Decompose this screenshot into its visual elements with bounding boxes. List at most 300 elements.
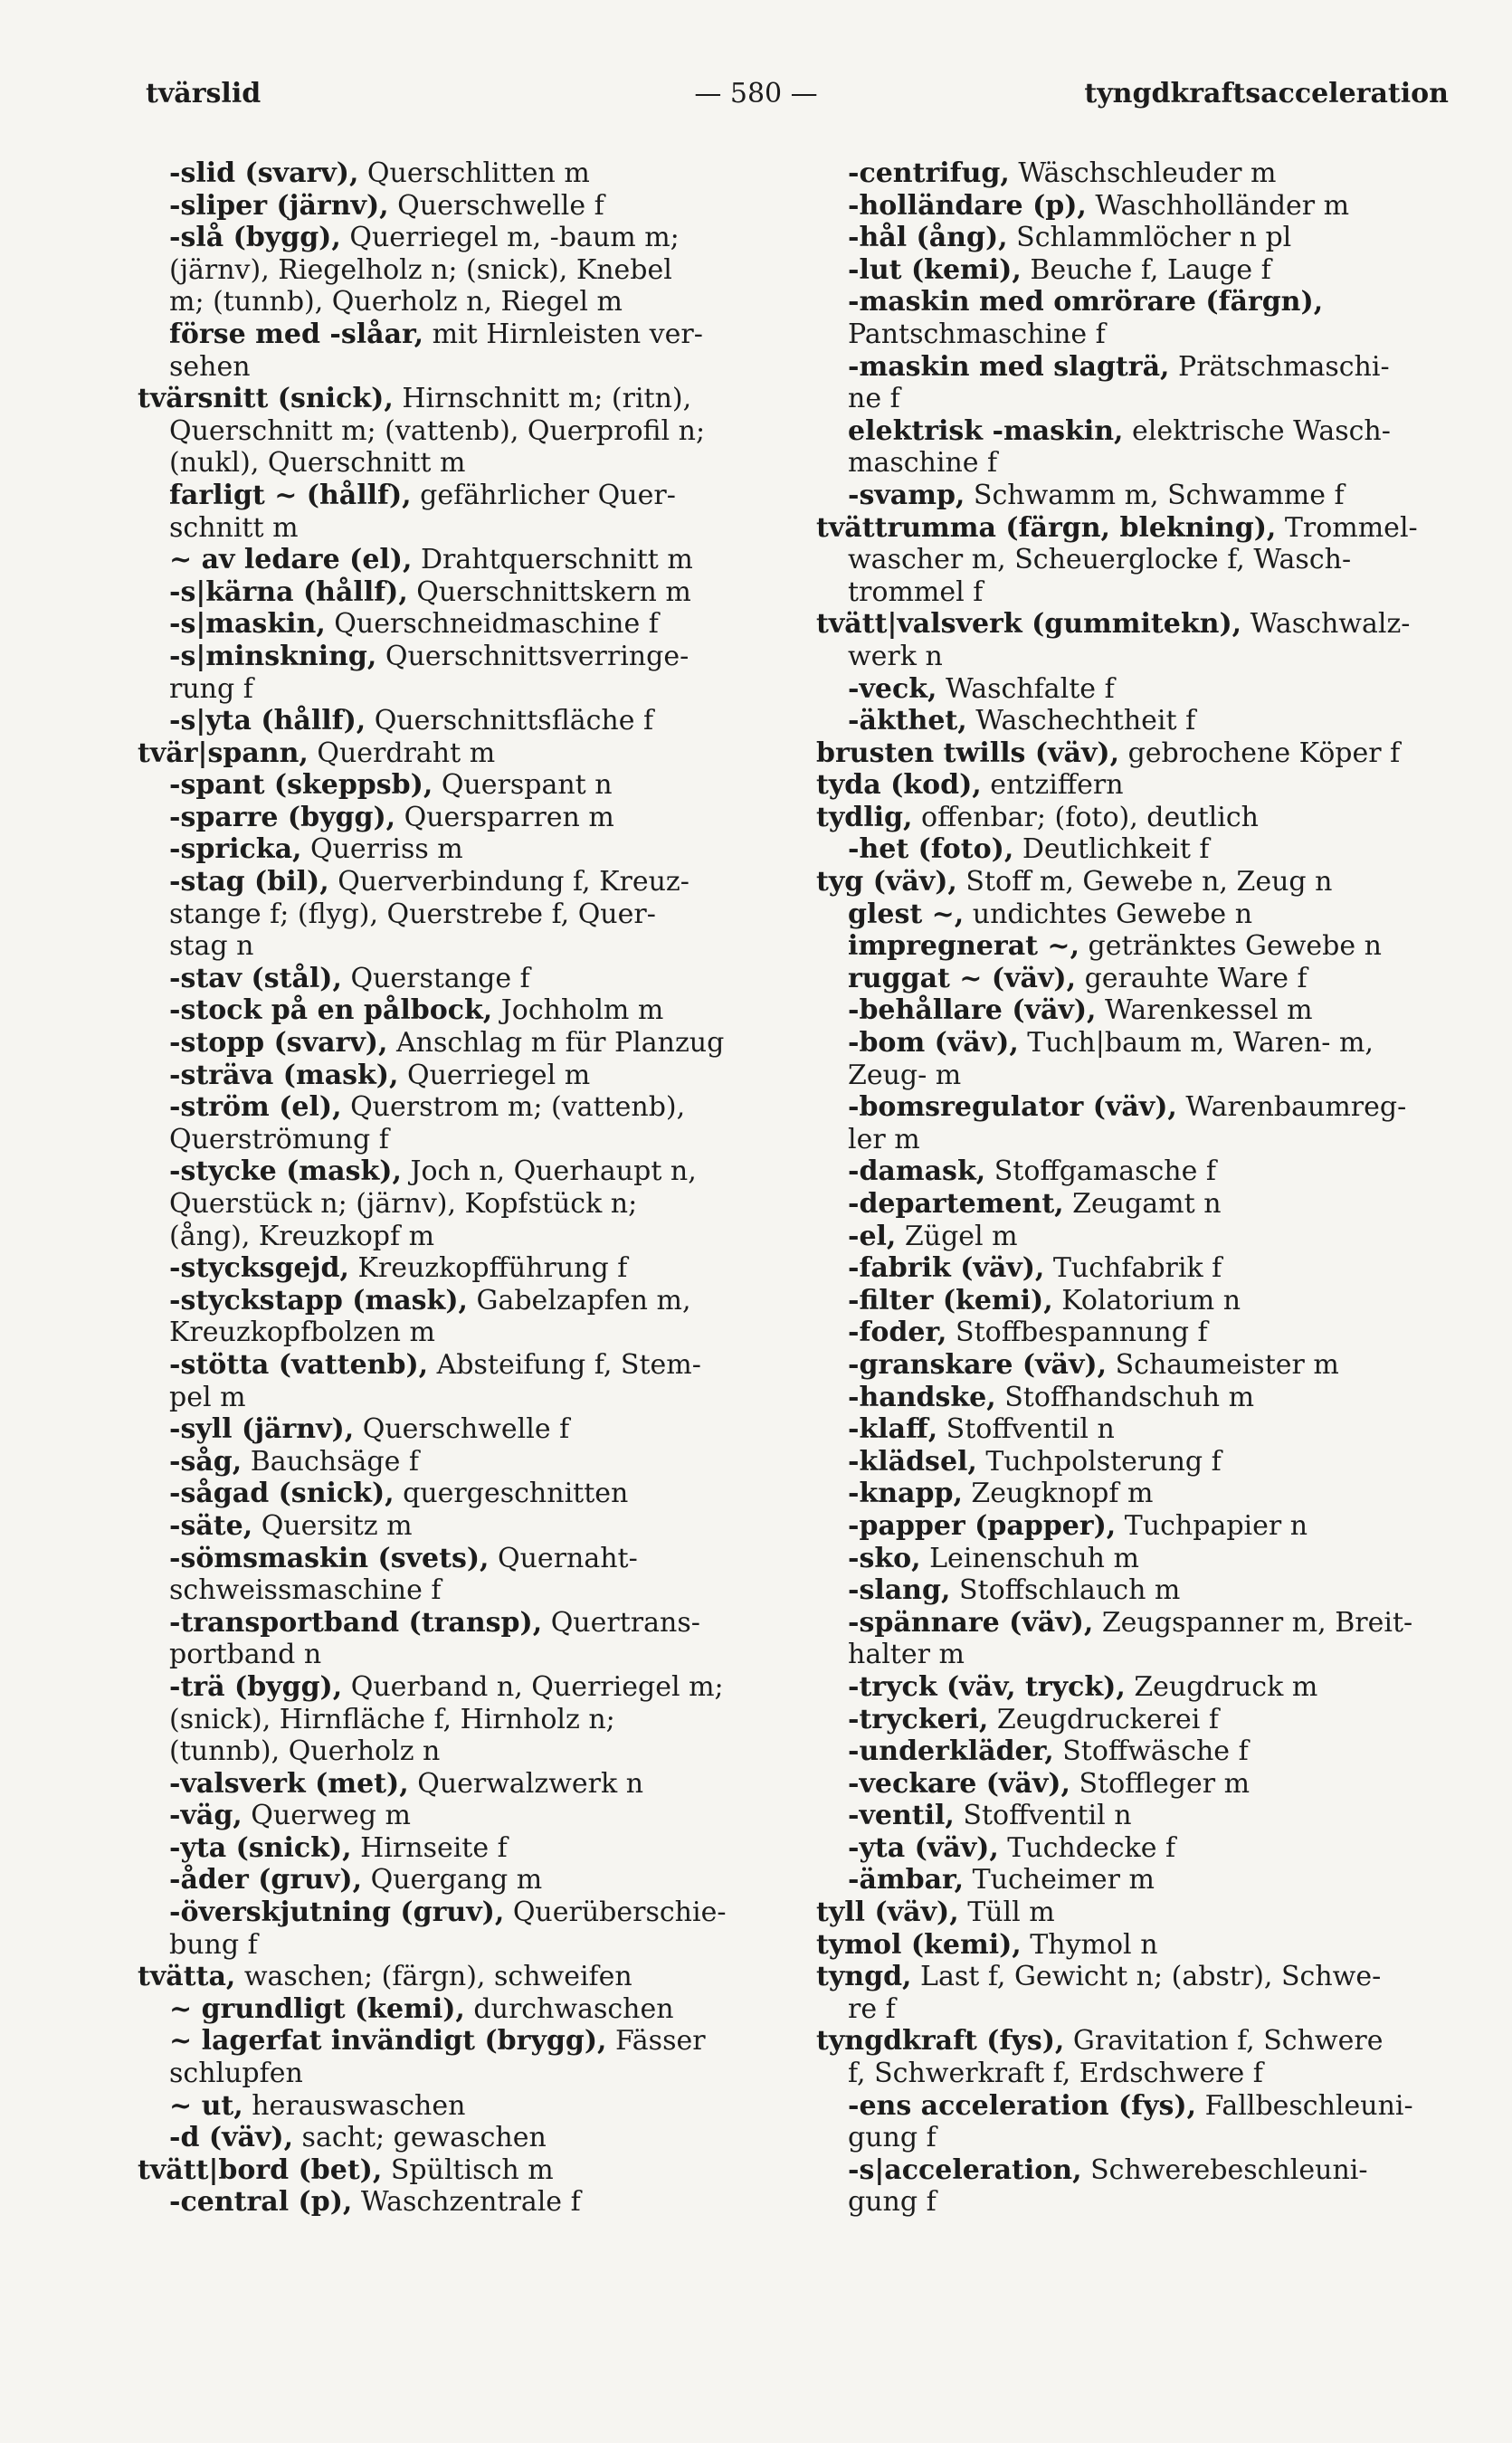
entry-translation: Absteifung f, Stem- (428, 1348, 701, 1381)
continuation-line (138, 1221, 771, 1253)
entry-term: tyngdkraft (fys), (816, 2025, 1065, 2058)
entry-translation: Querstrom m; (vattenb), (341, 1091, 686, 1124)
entry-translation: Drahtquerschnitt m (412, 544, 693, 576)
entry-translation: Schlammlöcher n pl (1007, 222, 1292, 254)
entry-term: brusten twills (väv), (816, 737, 1120, 769)
continuation-line (138, 1317, 771, 1349)
continuation-line (816, 447, 1450, 480)
entry-translation: Schaumeister m (1107, 1348, 1339, 1381)
subentry-line (816, 190, 1450, 223)
entry-translation: Deutlichkeit f (1013, 833, 1210, 866)
entry-translation: Gabelzapfen m, (467, 1284, 691, 1317)
entry-translation: re f (848, 1992, 896, 2025)
entry-translation: pel m (169, 1381, 246, 1413)
headword-entry-line (816, 1896, 1450, 1929)
subentry-line (816, 157, 1450, 190)
headword-entry-line (816, 802, 1450, 834)
header-left-guideword: tvärslid (146, 78, 262, 109)
headword-entry-line (816, 512, 1450, 545)
entry-translation: Stoffventil n (954, 1800, 1132, 1832)
entry-translation: Fässer (606, 2025, 706, 2058)
entry-translation: Quersitz m (252, 1509, 413, 1542)
subentry-line (138, 318, 771, 351)
continuation-line (138, 351, 771, 384)
subentry-line (816, 254, 1450, 287)
entry-translation: Stoffleger m (1070, 1767, 1250, 1800)
subentry-line (816, 1704, 1450, 1736)
entry-term: -såg, (169, 1445, 242, 1478)
entry-term: -äkthet, (848, 705, 967, 737)
continuation-line (816, 1060, 1450, 1092)
entry-term: -centrifug, (848, 157, 1010, 189)
continuation-line (138, 1382, 771, 1414)
entry-term: -sparre (bygg), (169, 801, 396, 833)
entry-term: ~ ut, (169, 2089, 243, 2122)
subentry-line (138, 190, 771, 223)
entry-translation: Querschnitt m; (vattenb), Querprofil n; (169, 414, 706, 447)
entry-translation: bung f (169, 1928, 258, 1961)
entry-translation: Wäschschleuder m (1009, 157, 1277, 189)
entry-translation: Stoffgamasche f (985, 1155, 1217, 1188)
entry-term: -säte, (169, 1509, 253, 1542)
entry-translation: (nukl), Querschnitt m (169, 447, 466, 480)
entry-term: -veckare (väv), (848, 1767, 1070, 1800)
entry-translation: Querriegel m (398, 1059, 591, 1091)
subentry-line (816, 1091, 1450, 1124)
entry-translation: ne f (848, 383, 900, 415)
subentry-line (138, 1671, 771, 1704)
continuation-line (816, 2186, 1450, 2219)
subentry-line (816, 1155, 1450, 1188)
entry-translation: Zeugdruckerei f (988, 1703, 1219, 1735)
subentry-line (138, 994, 771, 1027)
subentry-line (816, 1607, 1450, 1640)
continuation-line (138, 1188, 771, 1221)
entry-term: -ventil, (848, 1800, 955, 1832)
subentry-line (138, 1832, 771, 1865)
entry-term: tymol (kemi), (816, 1928, 1022, 1961)
entry-translation: Querweg m (242, 1800, 411, 1832)
entry-term: -departement, (848, 1188, 1064, 1220)
continuation-line (138, 898, 771, 931)
entry-translation: f, Schwerkraft f, Erdschwere f (848, 2058, 1263, 2090)
entry-term: -hål (ång), (848, 222, 1008, 254)
subentry-line (816, 351, 1450, 384)
subentry-line (138, 1285, 771, 1317)
entry-translation: Querriegel m, -baum m; (340, 222, 680, 254)
subentry-line (138, 1768, 771, 1801)
entry-translation: getränktes Gewebe n (1079, 930, 1382, 963)
entry-term: -yta (väv), (848, 1831, 999, 1864)
entry-term: -het (foto), (848, 833, 1014, 866)
entry-term: -sko, (848, 1542, 921, 1574)
entry-term: -foder, (848, 1317, 947, 1349)
subentry-line (138, 1091, 771, 1124)
entry-term: -ens acceleration (fys), (848, 2089, 1197, 2122)
continuation-line (138, 1124, 771, 1156)
subentry-line (816, 1382, 1450, 1414)
entry-translation: stag n (169, 930, 254, 963)
continuation-line (138, 1639, 771, 1671)
entry-term: -syll (järnv), (169, 1413, 355, 1446)
entry-translation: ler m (848, 1123, 920, 1155)
subentry-line (816, 1768, 1450, 1801)
headword-entry-line (816, 769, 1450, 802)
entry-translation: Quersparren m (395, 801, 614, 833)
entry-translation: Thymol n (1021, 1928, 1158, 1961)
entry-translation: Zeugknopf m (962, 1478, 1154, 1510)
subentry-line (138, 705, 771, 737)
headword-entry-line (138, 737, 771, 770)
headword-entry-line (138, 1961, 771, 1993)
entry-translation: Waschfalte f (937, 672, 1115, 705)
entry-translation: schweissmaschine f (169, 1574, 442, 1607)
entry-term: -holländare (p), (848, 189, 1087, 222)
entry-translation: Kolatorium n (1052, 1284, 1241, 1317)
entry-term: tvärsnitt (snick), (138, 383, 394, 415)
entry-term: farligt ~ (hållf), (169, 479, 412, 511)
entry-translation: Anschlag m für Planzug (387, 1027, 725, 1060)
page-number: — 580 — (694, 78, 818, 109)
continuation-line (816, 641, 1450, 673)
subentry-line (816, 1800, 1450, 1832)
entry-term: glest ~, (848, 898, 965, 930)
entry-translation: Last f, Gewicht n; (abstr), Schwe- (911, 1961, 1382, 1993)
subentry-line (816, 833, 1450, 866)
entry-translation: Tuchpapier n (1116, 1509, 1308, 1542)
subentry-line (138, 576, 771, 609)
continuation-line (138, 286, 771, 318)
entry-translation: offenbar; (foto), deutlich (912, 801, 1259, 833)
entry-term: förse med -slåar, (169, 318, 424, 350)
entry-term: tvätt|bord (bet), (138, 2153, 383, 2186)
subentry-line (138, 1155, 771, 1188)
entry-term: -s|maskin, (169, 608, 326, 641)
continuation-line (816, 544, 1450, 576)
entry-translation: sehen (169, 350, 251, 383)
subentry-line (138, 2122, 771, 2154)
headword-entry-line (816, 737, 1450, 770)
entry-term: -stopp (svarv), (169, 1027, 388, 1060)
entry-term: -handske, (848, 1381, 996, 1413)
continuation-line (138, 1929, 771, 1962)
continuation-line (138, 415, 771, 448)
entry-term: -stag (bil), (169, 866, 329, 898)
entry-translation: schlupfen (169, 2058, 303, 2090)
continuation-line (138, 512, 771, 545)
subentry-line (816, 1574, 1450, 1607)
entry-translation: Tucheimer m (964, 1864, 1155, 1896)
continuation-line (138, 2058, 771, 2090)
entry-translation: Querspant n (433, 769, 613, 802)
subentry-line (816, 930, 1450, 963)
entry-translation: Schwerebeschleuni- (1081, 2153, 1368, 2186)
entry-translation: Zügel m (896, 1220, 1018, 1252)
continuation-line (816, 1993, 1450, 2026)
entry-translation: Querschnittsfläche f (366, 705, 654, 737)
subentry-line (816, 1832, 1450, 1865)
entry-translation: stange f; (flyg), Querstrebe f, Quer- (169, 898, 656, 930)
entry-translation: trommel f (848, 575, 984, 608)
subentry-line (138, 833, 771, 866)
subentry-line (816, 1188, 1450, 1221)
entry-term: -svamp, (848, 479, 965, 511)
entry-term: -veck, (848, 672, 937, 705)
entry-translation: entziffern (981, 769, 1124, 802)
subentry-line (138, 641, 771, 673)
continuation-line (816, 383, 1450, 415)
entry-translation: Stoffwäsche f (1053, 1735, 1249, 1768)
entry-translation: Gravitation f, Schwere (1064, 2025, 1384, 2058)
entry-translation: Querwalzwerk n (408, 1767, 644, 1800)
entry-term: -s|yta (hållf), (169, 705, 366, 737)
entry-term: -damask, (848, 1155, 986, 1188)
entry-translation: Quernaht- (489, 1542, 638, 1574)
entry-translation: Kreuzkopfbolzen m (169, 1317, 435, 1349)
entry-translation: Querverbindung f, Kreuz- (328, 866, 689, 898)
entry-term: tyda (kod), (816, 769, 982, 802)
entry-translation: gefährlicher Quer- (411, 479, 676, 511)
entry-translation: Zeugspanner m, Breit- (1093, 1606, 1413, 1639)
headword-entry-line (816, 1929, 1450, 1962)
subentry-line (138, 802, 771, 834)
entry-term: elektrisk -maskin, (848, 414, 1124, 447)
entry-term: ~ lagerfat invändigt (brygg), (169, 2025, 607, 2058)
entry-translation: Waschwalz- (1241, 608, 1411, 641)
entry-translation: Prätschmaschi- (1169, 350, 1390, 383)
right-column (816, 157, 1450, 2219)
subentry-line (138, 1543, 771, 1575)
continuation-line (138, 1704, 771, 1736)
entry-translation: herauswaschen (242, 2089, 466, 2122)
entry-translation: Spültisch m (382, 2153, 554, 2186)
entry-term: tyll (väv), (816, 1896, 959, 1929)
entry-term: -filter (kemi), (848, 1284, 1053, 1317)
entry-translation: werk n (848, 640, 943, 672)
subentry-line (138, 544, 771, 576)
entry-translation: wascher m, Scheuerglocke f, Wasch- (848, 544, 1352, 576)
entry-term: -stock på en pålbock, (169, 994, 493, 1027)
subentry-line (816, 1221, 1450, 1253)
continuation-line (816, 318, 1450, 351)
subentry-line (816, 1349, 1450, 1382)
entry-translation: Tuchdecke f (998, 1831, 1176, 1864)
headword-entry-line (138, 2154, 771, 2187)
entry-term: -tryckeri, (848, 1703, 989, 1735)
entry-term: -bomsregulator (väv), (848, 1091, 1177, 1124)
subentry-line (816, 1510, 1450, 1543)
page-header (0, 76, 1512, 121)
continuation-line (138, 447, 771, 480)
entry-term: -sliper (järnv), (169, 189, 389, 222)
subentry-line (138, 2025, 771, 2058)
entry-term: -stycksgejd, (169, 1252, 349, 1285)
subentry-line (138, 1864, 771, 1896)
entry-translation: gung f (848, 2186, 937, 2219)
subentry-line (138, 1413, 771, 1446)
entry-term: tvär|spann, (138, 737, 309, 769)
entry-term: -underkläder, (848, 1735, 1054, 1768)
subentry-line (816, 415, 1450, 448)
entry-translation: Querschwelle f (354, 1413, 570, 1446)
entry-translation: portband n (169, 1639, 322, 1671)
entry-term: -spännare (väv), (848, 1606, 1094, 1639)
subentry-line (138, 1446, 771, 1478)
headword-entry-line (816, 1961, 1450, 1993)
entry-translation: Stoffbespannung f (946, 1317, 1208, 1349)
entry-translation: Querriss m (301, 833, 463, 866)
entry-translation: Waschzentrale f (352, 2186, 581, 2219)
continuation-line (138, 1735, 771, 1768)
entry-term: -central (p), (169, 2186, 353, 2219)
subentry-line (138, 1252, 771, 1285)
entry-translation: Querschnittsverringe- (376, 640, 689, 672)
entry-term: -spricka, (169, 833, 302, 866)
headword-entry-line (816, 608, 1450, 641)
subentry-line (138, 963, 771, 995)
headword-entry-line (816, 866, 1450, 898)
entry-term: -maskin med slagträ, (848, 350, 1170, 383)
continuation-line (138, 673, 771, 706)
entry-translation: Stoffventil n (937, 1413, 1115, 1446)
continuation-line (816, 576, 1450, 609)
entry-term: -behållare (väv), (848, 994, 1097, 1027)
entry-translation: Querüberschie- (504, 1896, 727, 1929)
entry-translation: Stoff m, Gewebe n, Zeug n (956, 866, 1333, 898)
subentry-line (816, 1864, 1450, 1896)
entry-term: -maskin med omrörare (färgn), (848, 286, 1324, 318)
entry-translation: schnitt m (169, 511, 299, 544)
subentry-line (138, 1800, 771, 1832)
entry-term: -trä (bygg), (169, 1670, 343, 1703)
entry-translation: quergeschnitten (394, 1478, 629, 1510)
subentry-line (138, 1478, 771, 1510)
entry-term: ruggat ~ (väv), (848, 962, 1077, 994)
entry-term: tvätt|valsverk (gummitekn), (816, 608, 1242, 641)
entry-translation: Kreuzkopfführung f (348, 1252, 628, 1285)
entry-translation: Stoffhandschuh m (995, 1381, 1255, 1413)
entry-translation: Trommel- (1276, 511, 1418, 544)
subentry-line (138, 1510, 771, 1543)
subentry-line (138, 866, 771, 898)
entry-translation: halter m (848, 1639, 965, 1671)
subentry-line (138, 1027, 771, 1060)
continuation-line (138, 930, 771, 963)
entry-term: -slid (svarv), (169, 157, 359, 189)
entry-term: tvättrumma (färgn, blekning), (816, 511, 1277, 544)
entry-term: -yta (snick), (169, 1831, 352, 1864)
entry-term: -s|kärna (hållf), (169, 575, 408, 608)
entry-translation: Querschnittskern m (407, 575, 691, 608)
entry-translation: gung f (848, 2122, 937, 2154)
entry-term: -klädsel, (848, 1445, 977, 1478)
entry-translation: Zeug- m (848, 1059, 962, 1091)
subentry-line (816, 1317, 1450, 1349)
entry-translation: waschen; (färgn), schweifen (235, 1961, 632, 1993)
entry-translation: Querschwelle f (388, 189, 604, 222)
continuation-line (816, 2058, 1450, 2090)
entry-translation: mit Hirnleisten ver- (423, 318, 703, 350)
entry-term: -valsverk (met), (169, 1767, 409, 1800)
entry-term: -ström (el), (169, 1091, 342, 1124)
subentry-line (816, 898, 1450, 931)
subentry-line (816, 1252, 1450, 1285)
entry-term: -fabrik (väv), (848, 1252, 1045, 1285)
entry-term: -sågad (snick), (169, 1478, 395, 1510)
subentry-line (816, 1735, 1450, 1768)
entry-term: -d (väv), (169, 2122, 294, 2154)
subentry-line (816, 2154, 1450, 2187)
subentry-line (138, 769, 771, 802)
left-column (138, 157, 771, 2219)
entry-translation: (tunnb), Querholz n (169, 1735, 441, 1768)
entry-term: -bom (väv), (848, 1027, 1019, 1060)
subentry-line (138, 222, 771, 254)
subentry-line (138, 1896, 771, 1929)
entry-term: -spant (skeppsb), (169, 769, 433, 802)
entry-translation: Leinenschuh m (920, 1542, 1139, 1574)
entry-term: -sömsmaskin (svets), (169, 1542, 490, 1574)
subentry-line (816, 1671, 1450, 1704)
entry-translation: Querband n, Querriegel m; (342, 1670, 724, 1703)
subentry-line (138, 2090, 771, 2123)
entry-translation: Waschholländer m (1086, 189, 1350, 222)
entry-translation: Tuchpolsterung f (976, 1445, 1222, 1478)
subentry-line (138, 480, 771, 512)
entry-translation: Fallbeschleuni- (1196, 2089, 1413, 2122)
subentry-line (138, 157, 771, 190)
entry-translation: Warenkessel m (1096, 994, 1313, 1027)
entry-term: -papper (papper), (848, 1509, 1117, 1542)
entry-translation: elektrische Wasch- (1123, 414, 1391, 447)
continuation-line (138, 254, 771, 287)
entry-translation: undichtes Gewebe n (964, 898, 1253, 930)
subentry-line (816, 1413, 1450, 1446)
entry-term: ~ av ledare (el), (169, 544, 413, 576)
subentry-line (816, 1027, 1450, 1060)
subentry-line (816, 1478, 1450, 1510)
entry-term: -stötta (vattenb), (169, 1348, 429, 1381)
entry-term: ~ grundligt (kemi), (169, 1992, 465, 2025)
entry-translation: (järnv), Riegelholz n; (snick), Knebel (169, 253, 672, 286)
entry-translation: Stoffschlauch m (950, 1574, 1181, 1607)
entry-translation: Zeugamt n (1063, 1188, 1222, 1220)
entry-translation: Tuchfabrik f (1044, 1252, 1222, 1285)
subentry-line (138, 1993, 771, 2026)
entry-term: -granskare (väv), (848, 1348, 1108, 1381)
headword-entry-line (816, 2025, 1450, 2058)
entry-translation: (snick), Hirnfläche f, Hirnholz n; (169, 1703, 615, 1735)
subentry-line (816, 963, 1450, 995)
entry-translation: maschine f (848, 447, 998, 480)
entry-term: impregnerat ~, (848, 930, 1080, 963)
entry-translation: gebrochene Köper f (1119, 737, 1401, 769)
entry-term: -klaff, (848, 1413, 938, 1446)
subentry-line (816, 286, 1450, 318)
entry-translation: Pantschmaschine f (848, 318, 1106, 350)
subentry-line (138, 2186, 771, 2219)
subentry-line (816, 480, 1450, 512)
entry-translation: Hirnseite f (351, 1831, 508, 1864)
entry-translation: Bauchsäge f (242, 1445, 419, 1478)
continuation-line (816, 2122, 1450, 2154)
entry-term: -s|acceleration, (848, 2153, 1082, 2186)
continuation-line (816, 1639, 1450, 1671)
entry-translation: (ång), Kreuzkopf m (169, 1220, 435, 1252)
subentry-line (816, 1446, 1450, 1478)
entry-translation: Querdraht m (308, 737, 496, 769)
entry-term: -styckstapp (mask), (169, 1284, 468, 1317)
